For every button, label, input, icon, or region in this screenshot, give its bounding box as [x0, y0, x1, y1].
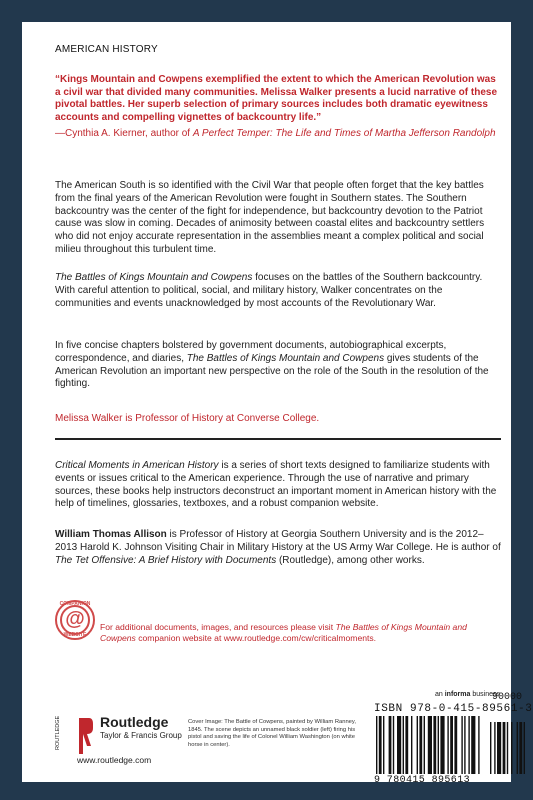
barcode-bar: [454, 716, 457, 774]
series-title: Critical Moments in American History: [55, 460, 219, 471]
cover-image-credit: Cover Image: The Battle of Cowpens, painted by William Ranney, 1845. The scene depicts an unnamed black soldier (left) firing his pistol and saving the life of Colonel William Washington (on white horse in center).: [188, 719, 356, 748]
description-paragraph-3: [55, 340, 501, 391]
at-sign-icon: @: [65, 608, 85, 630]
barcode-bar: [433, 716, 436, 774]
description-paragraph-1: The American South is so identified with the Civil War that people often forget that the key battles from the final years of the American Revolution were fought in Southern states. The Southern backcountry was the center of the fight for independence, but backcountry devotion to the Patriot cause was slow in coming. Decades of animosity between coastal elites and backcountry settlers who did not enjoy accurate representation in the assemblies meant a complex political and social milieu throughout this turbulent time.: [55, 180, 485, 255]
barcode-bar: [419, 716, 422, 774]
barcode-bar: [397, 716, 401, 774]
resources-text-b: companion website at www.routledge.com/cw/criticalmoments.: [135, 633, 377, 643]
informa-business-label: [435, 691, 500, 698]
paragraph-2-text: focuses on the battles of the Southern backcountry. With careful attention to political, social, and military history, Walker concentrates on the communities and events unacknowledged by most accounts of the Revolutionary War.: [55, 272, 483, 309]
barcode-addon-bar: [497, 722, 501, 774]
series-text: is a series of short texts designed to familiarize students with events or issues critical to the American experience. Through the use of narrative and primary sources, these books help instructors deconstruct an important moment in American history with the help of timelines, glossaries, textboxes, and a robust companion website.: [55, 460, 497, 510]
barcode-bar: [379, 716, 382, 774]
barcode-bar: [411, 716, 412, 774]
category-label: AMERICAN HISTORY: [55, 44, 158, 55]
barcode-bar: [417, 716, 418, 774]
book-title-inline: The Battles of Kings Mountain and Cowpens: [55, 272, 253, 283]
barcode-bar: [393, 716, 394, 774]
series-editor-name: William Thomas Allison: [55, 529, 167, 540]
endorsement-quote: “Kings Mountain and Cowpens exemplified the extent to which the American Revolution was a civil war that divided many communities. Melissa Walker presents a lucid narrative of these pivotal battles. Her superb selection of primary sources includes both dramatic eyewitness accounts and compelling vignettes of backcountry life.”: [55, 74, 498, 123]
barcode-bar: [478, 716, 479, 774]
companion-website-note: [100, 622, 500, 644]
barcode-bar: [376, 716, 377, 774]
attribution-book-title: A Perfect Temper: The Life and Times of Martha Jefferson Randolph: [192, 128, 496, 139]
routledge-mark-icon: [77, 716, 93, 756]
informa-prefix: an: [435, 691, 445, 698]
publisher-name: Routledge: [100, 714, 169, 730]
barcode-image: [374, 716, 526, 774]
barcode-addon-bar: [517, 722, 518, 774]
publisher-url: www.routledge.com: [77, 755, 152, 765]
attribution-prefix: —Cynthia A. Kierner, author of: [55, 128, 193, 139]
informa-suffix: business: [470, 691, 500, 698]
back-cover-panel: [22, 22, 533, 786]
barcode-addon-bar: [490, 722, 491, 774]
informa-bold: informa: [444, 691, 471, 698]
paragraph-3-text-a: In five concise chapters bolstered by government documents, autobiographical excerpts, correspondence, and diaries,: [55, 340, 447, 364]
barcode-addon-bar: [503, 722, 506, 774]
barcode-number: 9 780415 895613: [374, 775, 471, 786]
barcode-addon-bar: [494, 722, 495, 774]
addon-number: 90000: [492, 692, 523, 703]
barcode-addon-bar: [511, 722, 512, 774]
barcode-bar: [428, 716, 432, 774]
paragraph-3-text-b: gives students of the American Revolution an important new perspective on the role of the South in the resolution of the fighting.: [55, 352, 489, 390]
isbn-text: ISBN 978-0-415-89561-3: [374, 703, 533, 715]
series-description: [55, 460, 501, 511]
barcode-bar: [389, 716, 392, 774]
barcode-addon-bar: [519, 722, 522, 774]
book-title-inline: The Battles of Kings Mountain and Cowpens: [186, 352, 385, 364]
barcode-bar: [450, 716, 453, 774]
barcode-bar: [403, 716, 404, 774]
barcode-bar: [447, 716, 448, 774]
barcode-bar: [424, 716, 425, 774]
barcode-bar: [464, 716, 465, 774]
series-editor-book: The Tet Offensive: A Brief History with Documents: [55, 554, 277, 566]
endorsement-attribution: [55, 128, 500, 141]
author-bio-text: is Professor of History at Converse College.: [122, 413, 320, 424]
barcode-bar: [461, 716, 462, 774]
author-bio: [55, 413, 501, 426]
barcode-bar: [440, 716, 444, 774]
barcode-bar: [405, 716, 408, 774]
resources-text-a: For additional documents, images, and resources please visit: [100, 622, 336, 632]
section-divider: [55, 438, 501, 440]
publisher-vertical-text: ROUTLEDGE: [55, 715, 61, 750]
author-name: Melissa Walker: [55, 413, 123, 424]
series-editor-text-end: (Routledge), among other works.: [276, 554, 425, 566]
companion-website-badge: [55, 600, 95, 640]
barcode-bar: [471, 716, 475, 774]
barcode-bar: [468, 716, 469, 774]
resources-book-title: The Battles of Kings Mountain and Cowpens: [100, 622, 467, 643]
series-editor-text: is Professor of History at Georgia Southern University and is the 2012–2013 Harold K. Johnson Visiting Chair in Military History at the US Army War College. He is author of: [55, 529, 501, 553]
barcode-addon-bar: [507, 722, 508, 774]
series-editor-bio: [55, 529, 501, 567]
badge-bottom-text: WEBSITE: [63, 632, 87, 638]
barcode-bar: [383, 716, 384, 774]
barcode-bar: [438, 716, 439, 774]
barcode-addon-bar: [524, 722, 525, 774]
description-paragraph-2: [55, 272, 501, 310]
badge-top-text: COMPANION: [59, 601, 91, 607]
publisher-subtitle: Taylor & Francis Group: [100, 731, 182, 740]
